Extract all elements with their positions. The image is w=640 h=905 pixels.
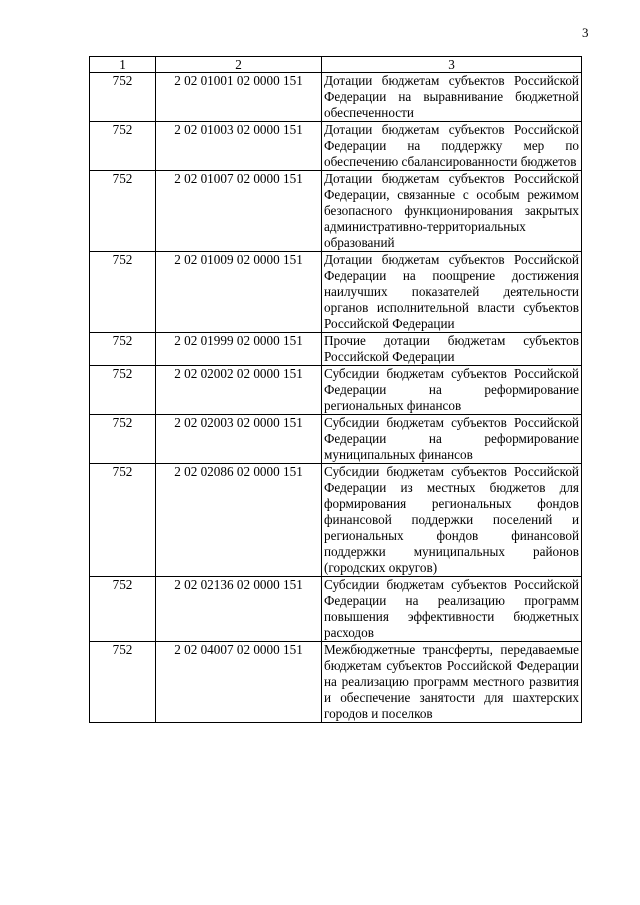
table-row xyxy=(90,464,582,577)
budget-code-cell: 2 02 01999 02 0000 151 xyxy=(156,333,322,366)
table-row xyxy=(90,415,582,464)
table-row xyxy=(90,252,582,333)
revenue-name-cell: Субсидии бюджетам субъектов Российской Федерации из местных бюджетов для формирования региональных фондов финансовой поддержки поселений и региональных фондов финансовой поддержки муниципальных районов (городских округов) xyxy=(322,464,582,577)
revenue-name-cell: Субсидии бюджетам субъектов Российской Федерации на реформирование муниципальных финансов xyxy=(322,415,582,464)
admin-code-cell: 752 xyxy=(90,333,156,366)
budget-code-cell: 2 02 02002 02 0000 151 xyxy=(156,366,322,415)
admin-code-cell: 752 xyxy=(90,415,156,464)
table-row xyxy=(90,333,582,366)
admin-code-cell: 752 xyxy=(90,577,156,642)
admin-code-cell: 752 xyxy=(90,171,156,252)
admin-code-cell: 752 xyxy=(90,464,156,577)
table-row xyxy=(90,171,582,252)
admin-code-cell: 752 xyxy=(90,73,156,122)
revenue-name-cell: Дотации бюджетам субъектов Российской Федерации, связанные с особым режимом безопасного функционирования закрытых административно-территориальных образований xyxy=(322,171,582,252)
revenue-name-cell: Межбюджетные трансферты, передаваемые бюджетам субъектов Российской Федерации на реализацию программ местного развития и обеспечение занятости для шахтерских городов и поселков xyxy=(322,642,582,723)
revenue-name-cell: Дотации бюджетам субъектов Российской Федерации на поддержку мер по обеспечению сбалансированности бюджетов xyxy=(322,122,582,171)
admin-code-cell: 752 xyxy=(90,252,156,333)
admin-code-cell: 752 xyxy=(90,366,156,415)
revenue-name-cell: Субсидии бюджетам субъектов Российской Федерации на реализацию программ повышения эффективности бюджетных расходов xyxy=(322,577,582,642)
budget-code-cell: 2 02 04007 02 0000 151 xyxy=(156,642,322,723)
budget-code-cell: 2 02 01003 02 0000 151 xyxy=(156,122,322,171)
table-header-row xyxy=(90,57,582,73)
admin-code-cell: 752 xyxy=(90,642,156,723)
page-number: 3 xyxy=(582,25,589,40)
budget-code-cell: 2 02 02086 02 0000 151 xyxy=(156,464,322,577)
admin-code-cell: 752 xyxy=(90,122,156,171)
budget-code-cell: 2 02 02003 02 0000 151 xyxy=(156,415,322,464)
budget-code-cell: 2 02 01007 02 0000 151 xyxy=(156,171,322,252)
revenue-name-cell: Дотации бюджетам субъектов Российской Федерации на выравнивание бюджетной обеспеченности xyxy=(322,73,582,122)
table-row xyxy=(90,73,582,122)
revenue-name-cell: Субсидии бюджетам субъектов Российской Федерации на реформирование региональных финансов xyxy=(322,366,582,415)
revenue-name-cell: Прочие дотации бюджетам субъектов Российской Федерации xyxy=(322,333,582,366)
column-header-3: 3 xyxy=(322,57,582,73)
budget-classification-table xyxy=(89,56,582,723)
table-row xyxy=(90,577,582,642)
table-row xyxy=(90,122,582,171)
column-header-2: 2 xyxy=(156,57,322,73)
budget-code-cell: 2 02 01009 02 0000 151 xyxy=(156,252,322,333)
column-header-1: 1 xyxy=(90,57,156,73)
table-row xyxy=(90,642,582,723)
budget-code-cell: 2 02 01001 02 0000 151 xyxy=(156,73,322,122)
revenue-name-cell: Дотации бюджетам субъектов Российской Федерации на поощрение достижения наилучших показателей деятельности органов исполнительной власти субъектов Российской Федерации xyxy=(322,252,582,333)
table-row xyxy=(90,366,582,415)
budget-code-cell: 2 02 02136 02 0000 151 xyxy=(156,577,322,642)
